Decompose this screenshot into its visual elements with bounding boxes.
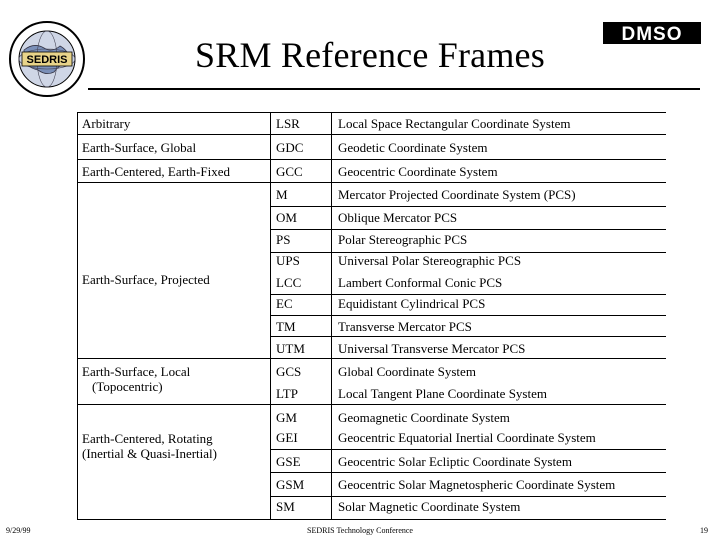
footer-date: 9/29/99 (6, 526, 31, 535)
group-label-earth-surface-global: Earth-Surface, Global (82, 140, 197, 155)
frame-abbr: GDC (276, 140, 304, 155)
frame-abbr: OM (276, 210, 297, 225)
row-divider (270, 472, 666, 473)
row-divider (78, 182, 666, 183)
group-label-arbitrary: Arbitrary (82, 116, 131, 131)
frame-name: Polar Stereographic PCS (338, 232, 468, 247)
frame-abbr: GEI (276, 430, 298, 445)
group-label-earth-surface-local (82, 364, 190, 394)
frame-name: Global Coordinate System (338, 364, 476, 379)
frame-name: Geocentric Solar Magnetospheric Coordinate System (338, 477, 616, 492)
group-label-line2: (Topocentric) (92, 379, 163, 394)
frame-abbr: TM (276, 319, 296, 334)
frame-abbr: SM (276, 499, 295, 514)
group-label-line1: Earth-Centered, Rotating (82, 431, 213, 446)
frame-abbr: M (276, 187, 288, 202)
frame-name: Transverse Mercator PCS (338, 319, 472, 334)
group-label-line2: (Inertial & Quasi-Inertial) (82, 446, 217, 461)
row-divider (270, 449, 666, 450)
row-divider (270, 229, 666, 230)
group-label-earth-surface-projected: Earth-Surface, Projected (82, 272, 210, 287)
frame-name: Oblique Mercator PCS (338, 210, 458, 225)
frame-abbr: LCC (276, 275, 302, 290)
page-title: SRM Reference Frames (195, 35, 545, 75)
frame-name: Local Space Rectangular Coordinate System (338, 116, 571, 131)
footer-conference: SEDRIS Technology Conference (307, 526, 413, 535)
row-divider (78, 112, 666, 113)
reference-frames-table (77, 112, 666, 520)
row-divider (78, 159, 666, 160)
frame-name: Equidistant Cylindrical PCS (338, 296, 486, 311)
frame-abbr: GCS (276, 364, 302, 379)
row-divider (270, 315, 666, 316)
group-label-earth-centered-rotating (82, 431, 217, 461)
frame-name: Geocentric Solar Ecliptic Coordinate System (338, 454, 572, 469)
frame-abbr: GSE (276, 454, 301, 469)
svg-text:SEDRIS: SEDRIS (26, 54, 68, 66)
frame-name: Geocentric Equatorial Inertial Coordinate System (338, 430, 596, 445)
frame-name: Geocentric Coordinate System (338, 164, 498, 179)
frame-name: Geodetic Coordinate System (338, 140, 488, 155)
frame-abbr: GM (276, 410, 297, 425)
frame-name: Geomagnetic Coordinate System (338, 410, 510, 425)
frame-abbr: UPS (276, 253, 300, 268)
frame-abbr: UTM (276, 341, 305, 356)
frame-name: Solar Magnetic Coordinate System (338, 499, 521, 514)
frame-abbr: LSR (276, 116, 300, 131)
svg-text:DMSO: DMSO (621, 24, 683, 45)
row-divider (78, 358, 666, 359)
group-label-earth-centered-fixed: Earth-Centered, Earth-Fixed (82, 164, 230, 179)
row-divider (78, 134, 666, 135)
title-divider (88, 88, 700, 90)
frame-abbr: GCC (276, 164, 303, 179)
frame-abbr: PS (276, 232, 291, 247)
sedris-logo (8, 20, 86, 98)
row-divider (270, 496, 666, 497)
frame-abbr: GSM (276, 477, 305, 492)
frame-name: Lambert Conformal Conic PCS (338, 275, 503, 290)
group-label-line1: Earth-Surface, Local (82, 364, 191, 379)
row-divider (270, 294, 666, 295)
frame-abbr: EC (276, 296, 293, 311)
frame-name: Universal Transverse Mercator PCS (338, 341, 526, 356)
row-divider (270, 206, 666, 207)
row-divider (78, 404, 666, 405)
footer-page-number: 19 (700, 526, 708, 535)
row-divider (270, 336, 666, 337)
frame-name: Local Tangent Plane Coordinate System (338, 386, 547, 401)
frame-abbr: LTP (276, 386, 298, 401)
frame-name: Mercator Projected Coordinate System (PCS) (338, 187, 576, 202)
frame-name: Universal Polar Stereographic PCS (338, 253, 522, 268)
